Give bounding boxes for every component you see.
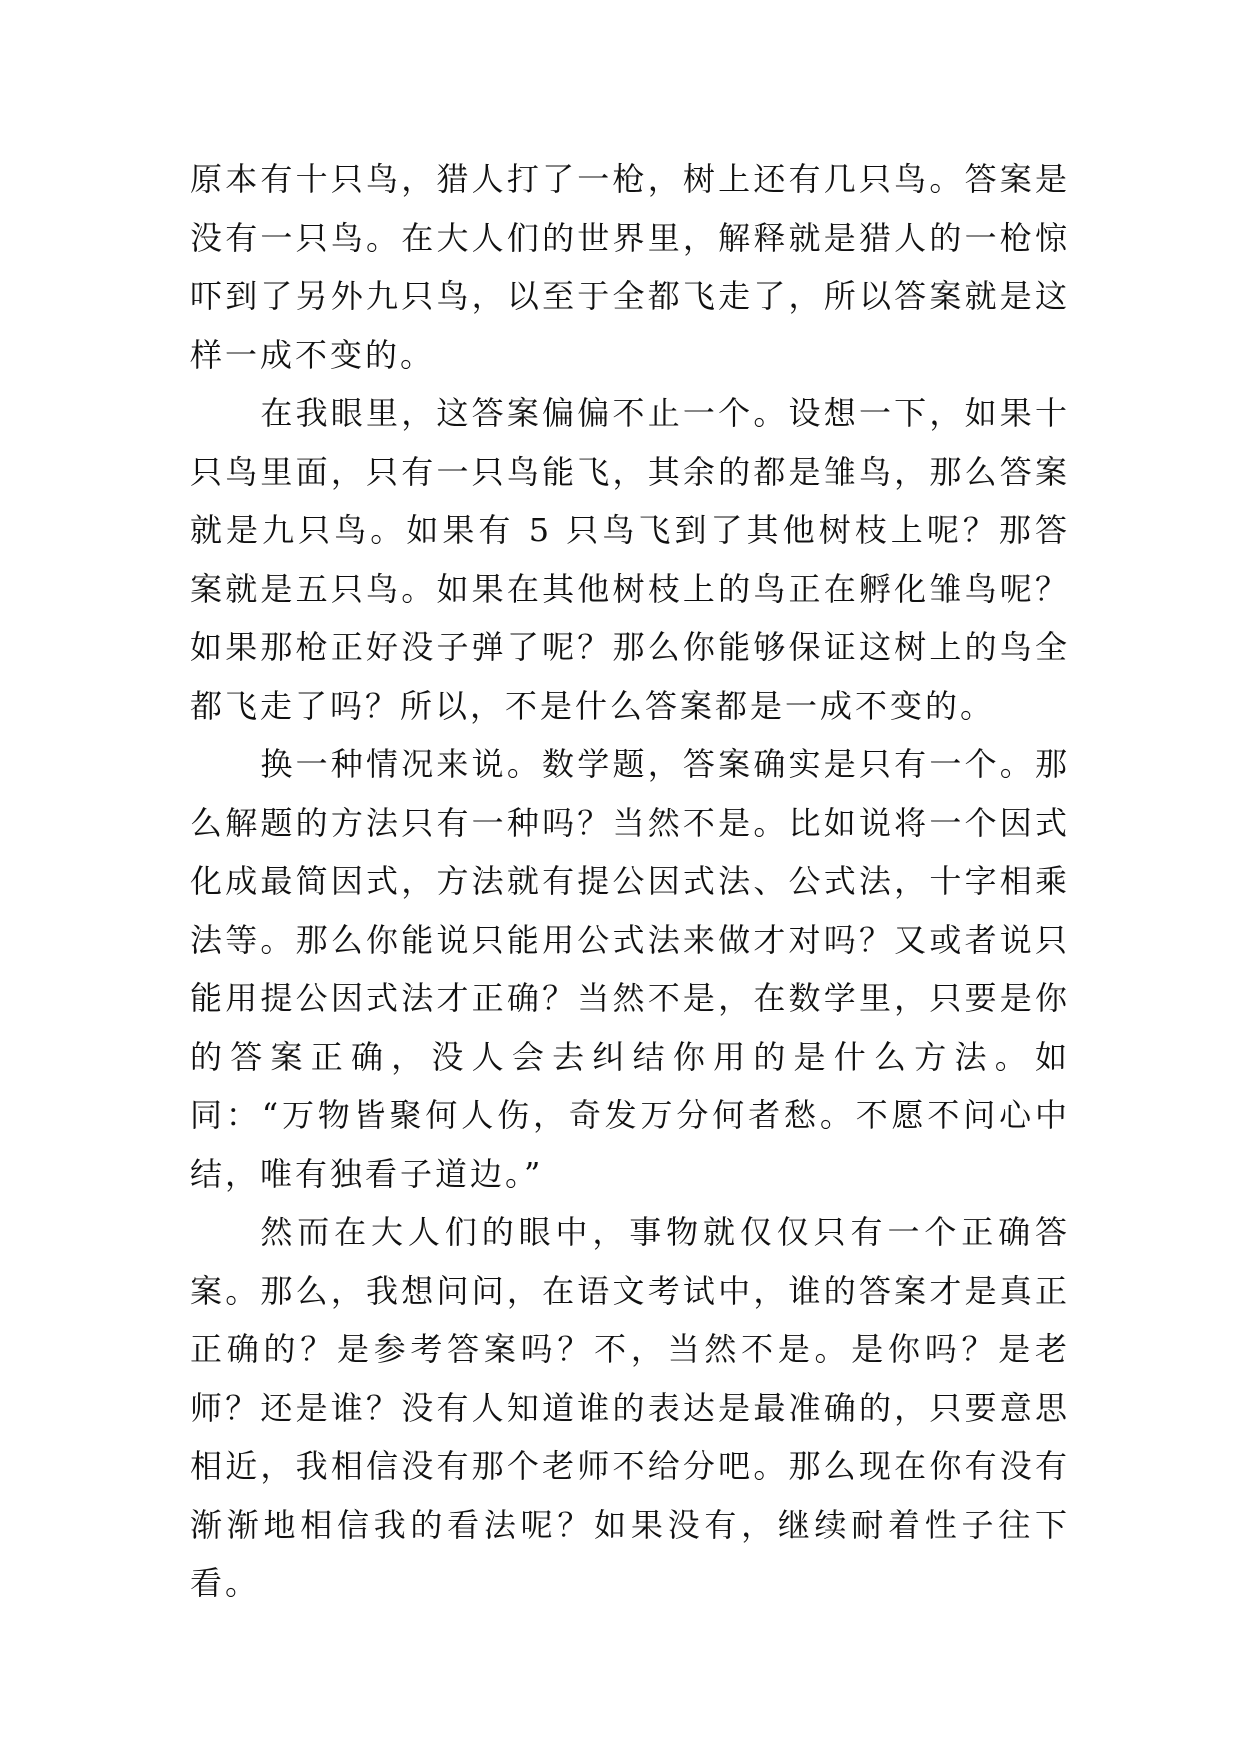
paragraph-4: 然而在大人们的眼中，事物就仅仅只有一个正确答案。那么，我想问问，在语文考试中，谁的答案才是真正正确的？是参考答案吗？不，当然不是。是你吗？是老师？还是谁？没有人知道谁的表达是最准确的，只要意思相近，我相信没有那个老师不给分吧。那么现在你有没有渐渐地相信我的看法呢？如果没有，继续耐着性子往下看。 (190, 1213, 1070, 1602)
paragraph-2: 在我眼里，这答案偏偏不止一个。设想一下，如果十只鸟里面，只有一只鸟能飞，其余的都是雏鸟，那么答案就是九只鸟。如果有 5 只鸟飞到了其他树枝上呢？那答案就是五只鸟。如果在其他树枝上的鸟正在孵化雏鸟呢？如果那枪正好没子弹了呢？那么你能够保证这树上的鸟全都飞走了吗？所以，不是什么答案都是一成不变的。 (190, 394, 1070, 725)
paragraph-1: 原本有十只鸟，猎人打了一枪，树上还有几只鸟。答案是没有一只鸟。在大人们的世界里，解释就是猎人的一枪惊吓到了另外九只鸟，以至于全都飞走了，所以答案就是这样一成不变的。 (190, 160, 1070, 374)
paragraph-3: 换一种情况来说。数学题，答案确实是只有一个。那么解题的方法只有一种吗？当然不是。比如说将一个因式化成最简因式，方法就有提公因式法、公式法，十字相乘法等。那么你能说只能用公式法来做才对吗？又或者说只能用提公因式法才正确？当然不是，在数学里，只要是你的答案正确，没人会去纠结你用的是什么方法。如同：“万物皆聚何人伤，奇发万分何者愁。不愿不问心中结，唯有独看子道边。” (190, 745, 1070, 1193)
essay-body (190, 150, 1070, 1613)
